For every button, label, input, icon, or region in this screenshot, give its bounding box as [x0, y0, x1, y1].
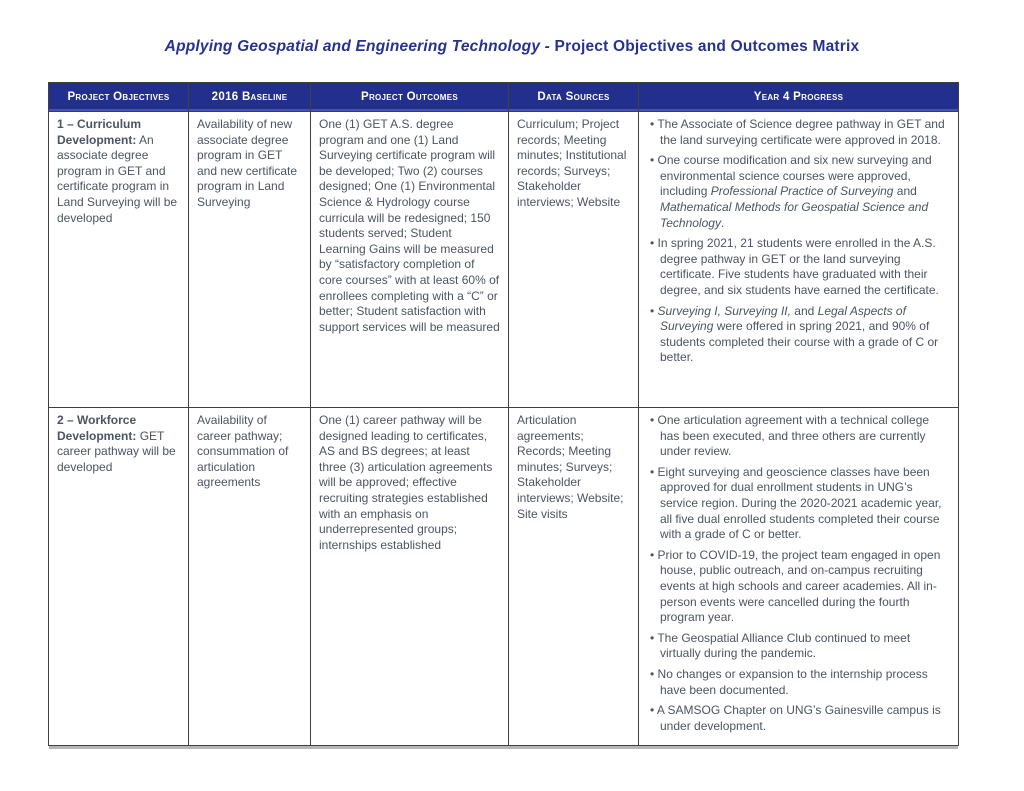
cell-outcomes-1: One (1) GET A.S. degree program and one (1) Land Surveying certificate program will be developed; Two (2) courses designed; One (1) Environmental Science & Hydrology course curricula will be redesigned; 150 students served; Student Learning Gains will be measured by “satisfactory completion of core courses” with at least 60% of enrollees completing with a “C” or better; Student satisfaction with support services will be measured [311, 112, 509, 408]
objective-2-text: GET career pathway will be developed [57, 428, 176, 474]
page-title [0, 0, 1024, 56]
col-header-data-sources: Data Sources [509, 83, 639, 112]
col-header-2016-baseline: 2016 Baseline [189, 83, 311, 112]
objective-1-text: An associate degree program in GET and certificate program in Land Surveying will be developed [57, 132, 178, 225]
cell-data-sources-1: Curriculum; Project records; Meeting minutes; Institutional records; Surveys; Stakeholder interviews; Website [509, 112, 639, 408]
progress-bullet-list-1 [647, 117, 950, 366]
cell-data-sources-2: Articulation agreements; Records; Meeting minutes; Surveys; Stakeholder interviews; Website; Site visits [509, 408, 639, 746]
page-title-italic-part: Applying Geospatial and Engineering Technology - [164, 38, 555, 55]
progress-bullet: • A SAMSOG Chapter on UNG’s Gainesville campus is under development. [650, 703, 950, 734]
progress-bullet: • Surveying I, Surveying II, and Legal Aspects of Surveying were offered in spring 2021, and 90% of students completed their course with a grade of C or better. [650, 304, 950, 366]
cell-baseline-1: Availability of new associate degree program in GET and new certificate program in Land Surveying [189, 112, 311, 408]
progress-bullet: • In spring 2021, 21 students were enrolled in the A.S. degree pathway in GET or the land surveying certificate. Five students have graduated with their degree, and six students have earned the certificate. [650, 236, 950, 298]
col-header-year4-progress: Year 4 Progress [639, 83, 959, 112]
table-row-workforce-development [49, 408, 959, 746]
cell-progress-2 [639, 408, 959, 746]
page-title-main-part: Project Objectives and Outcomes Matrix [554, 38, 860, 55]
cell-baseline-2: Availability of career pathway; consummation of articulation agreements [189, 408, 311, 746]
cell-progress-1 [639, 112, 959, 408]
progress-bullet-list-2 [647, 413, 950, 734]
progress-bullet: • Prior to COVID-19, the project team engaged in open house, public outreach, and on-campus recruiting events at high schools and career academies. All in-person events were cancelled during the fourth program year. [650, 548, 950, 626]
table-row-curriculum-development [49, 112, 959, 408]
cell-outcomes-2: One (1) career pathway will be designed leading to certificates, AS and BS degrees; at least three (3) articulation agreements will be approved; effective recruiting strategies established with an emphasis on underrepresented groups; internships established [311, 408, 509, 746]
progress-bullet: • No changes or expansion to the internship process have been documented. [650, 667, 950, 698]
progress-bullet: • The Associate of Science degree pathway in GET and the land surveying certificate were approved in 2018. [650, 117, 950, 148]
progress-bullet: • Eight surveying and geoscience classes have been approved for dual enrollment students in UNG’s service region. During the 2020-2021 academic year, all five dual enrolled students completed their course with a grade of C or better. [650, 465, 950, 543]
cell-objective-1 [49, 112, 189, 408]
objectives-matrix-table [48, 82, 959, 746]
cell-objective-2 [49, 408, 189, 746]
progress-bullet: • The Geospatial Alliance Club continued to meet virtually during the pandemic. [650, 631, 950, 662]
col-header-project-objectives: Project Objectives [49, 83, 189, 112]
objective-1-lead: 1 – Curriculum Development: [57, 117, 142, 147]
header-row [49, 83, 959, 112]
progress-bullet: • One course modification and six new surveying and environmental science courses were approved, including Professional Practice of Surveying and Mathematical Methods for Geospatial Science and Technology. [650, 153, 950, 231]
objective-2-lead: 2 – Workforce Development: [57, 413, 137, 443]
col-header-project-outcomes: Project Outcomes [311, 83, 509, 112]
progress-bullet: • One articulation agreement with a technical college has been executed, and three others are currently under review. [650, 413, 950, 460]
